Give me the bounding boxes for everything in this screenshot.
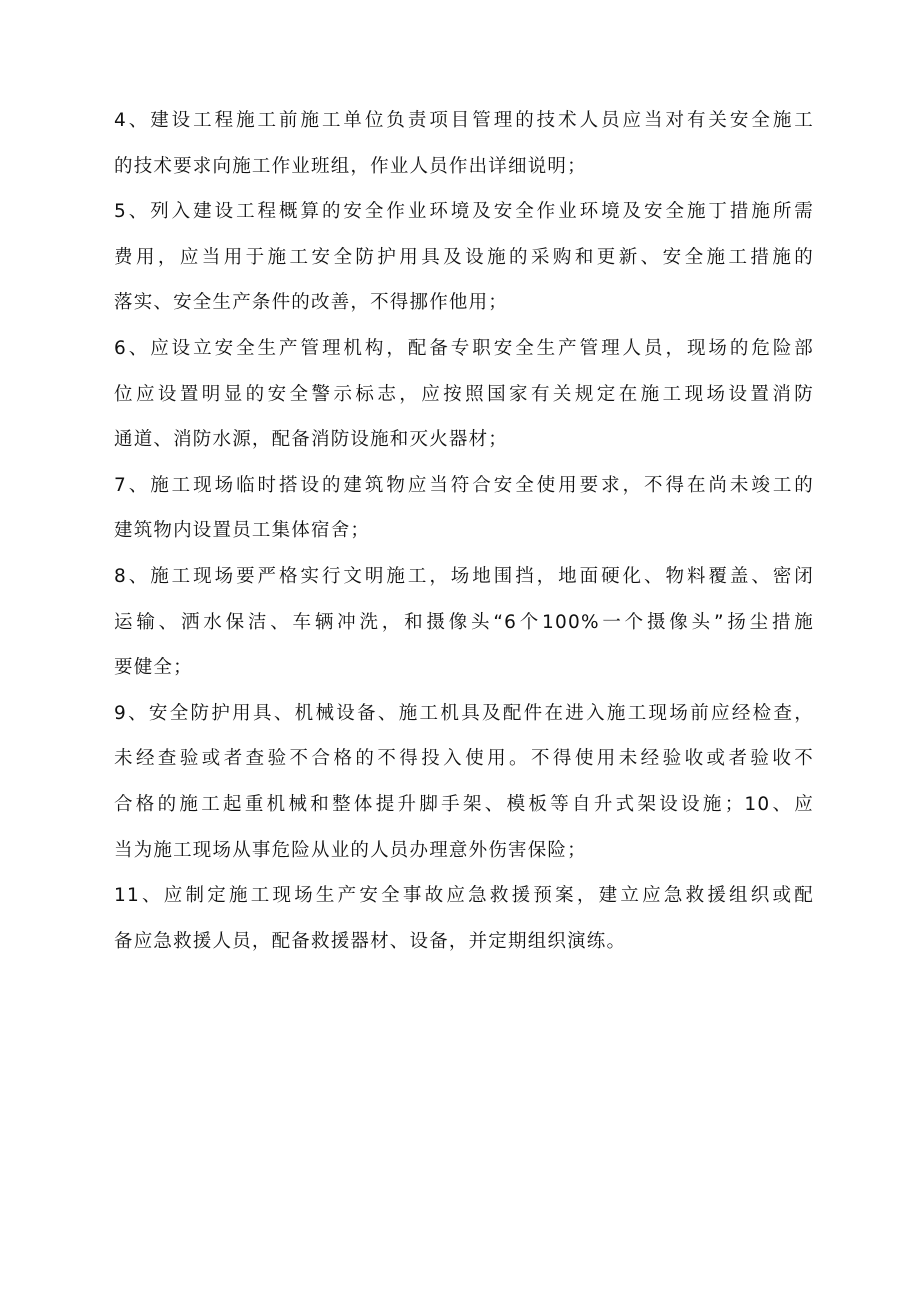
text-line-item5-c: 落实、安全生产条件的改善，不得挪作他用；	[114, 292, 509, 314]
text-line-item6-a: 6、应设立安全生产管理机构，配备专职安全生产管理人员，现场的危险部	[114, 337, 814, 359]
text-line-item7-b: 建筑物内设置员工集体宿舍；	[114, 520, 371, 542]
text-line-item4-b: 的技术要求向施工作业班组，作业人员作出详细说明；	[114, 155, 587, 177]
text-line-item4-a: 4、建设工程施工前施工单位负责项目管理的技术人员应当对有关安全施工	[114, 110, 814, 131]
text-line-item9-c: 合格的施工起重机械和整体提升脚手架、模板等自升式架设设施；10、应	[114, 793, 814, 815]
text-line-item8-c: 要健全；	[114, 657, 193, 679]
text-line-item9-a: 9、安全防护用具、机械设备、施工机具及配件在进入施工现场前应经检查，	[114, 702, 814, 724]
text-line-item11-a: 11、应制定施工现场生产安全事故应急救援预案，建立应急救援组织或配	[114, 885, 814, 907]
text-line-item8-b: 运输、洒水保洁、车辆冲洗，和摄像头“6个100%一个摄像头”扬尘措施	[114, 611, 814, 633]
text-line-item11-b: 备应急救援人员，配备救援器材、设备，并定期组织演练。	[114, 930, 627, 952]
text-line-item5-b: 费用，应当用于施工安全防护用具及设施的采购和更新、安全施工措施的	[114, 246, 814, 268]
text-line-item9-b: 未经查验或者查验不合格的不得投入使用。不得使用未经验收或者验收不	[114, 748, 814, 770]
text-line-item10: 当为施工现场从事危险从业的人员办理意外伤害保险；	[114, 839, 587, 861]
text-line-item7-a: 7、施工现场临时搭设的建筑物应当符合安全使用要求，不得在尚未竣工的	[114, 474, 814, 496]
text-line-item6-b: 位应设置明显的安全警示标志，应按照国家有关规定在施工现场设置消防	[114, 383, 814, 405]
document-body	[114, 98, 814, 964]
text-line-item8-a: 8、施工现场要严格实行文明施工，场地围挡，地面硬化、物料覆盖、密闭	[114, 565, 814, 587]
text-line-item5-a: 5、列入建设工程概算的安全作业环境及安全作业环境及安全施丁措施所需	[114, 201, 814, 223]
text-line-item6-c: 通道、消防水源，配备消防设施和灭火器材；	[114, 429, 509, 451]
